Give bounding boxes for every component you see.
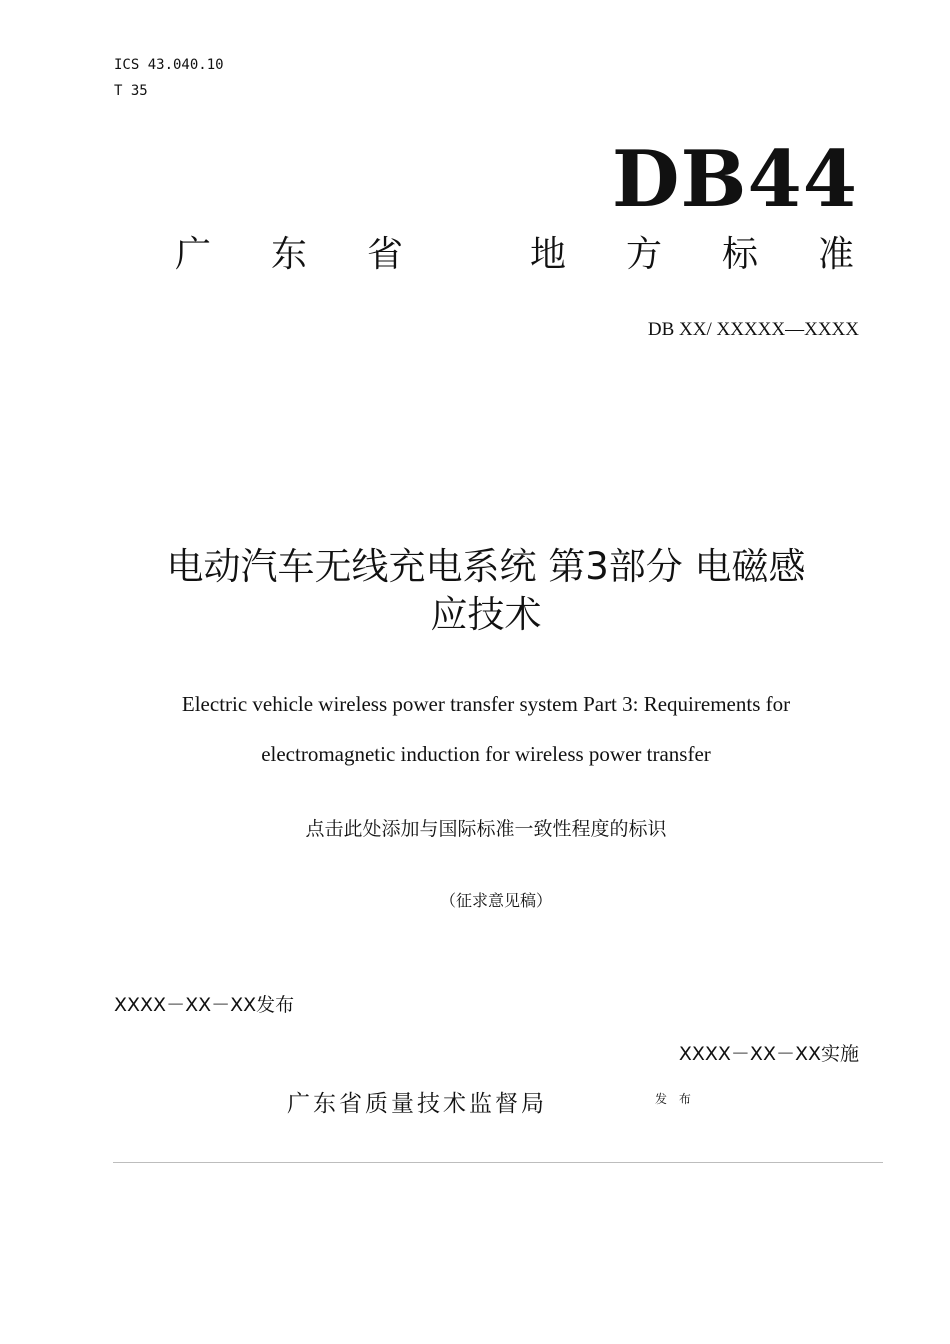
standard-number: DB XX/ XXXXX—XXXX xyxy=(647,319,859,340)
issuing-authority: 广东省质量技术监督局 xyxy=(287,1091,547,1117)
consistency-placeholder[interactable]: 点击此处添加与国际标准一致性程度的标识 xyxy=(305,818,667,840)
release-date: XXXX－XX－XX发布 xyxy=(114,994,295,1016)
title-en-line: electromagnetic induction for wireless power transfer xyxy=(261,742,711,766)
standard-type-title xyxy=(175,233,865,277)
standard-code-logo: DB44 xyxy=(611,134,858,225)
standard-type-char: 准 xyxy=(818,234,855,275)
standard-type-char: 地 xyxy=(530,234,567,275)
issue-label: 发 布 xyxy=(655,1092,695,1106)
ics-code: ICS 43.040.10 xyxy=(114,57,224,73)
standard-type-char: 东 xyxy=(271,234,308,275)
document-title-en xyxy=(100,679,872,779)
standard-type-char: 标 xyxy=(722,234,759,275)
title-cn-line: 应技术 xyxy=(430,593,542,636)
document-title-cn xyxy=(100,543,872,639)
title-en-line: Electric vehicle wireless power transfer system Part 3: Requirements for xyxy=(181,692,791,716)
footer-divider xyxy=(113,1162,883,1163)
standard-type-char: 广 xyxy=(175,234,212,275)
standard-type-char: 省 xyxy=(367,234,404,275)
draft-status: （征求意见稿） xyxy=(439,891,552,910)
title-cn-line: 电动汽车无线充电系统 第3部分 电磁感 xyxy=(166,545,806,588)
classification-code: T 35 xyxy=(114,83,148,99)
implementation-date: XXXX－XX－XX实施 xyxy=(678,1043,859,1065)
standard-type-char: 方 xyxy=(626,234,663,275)
